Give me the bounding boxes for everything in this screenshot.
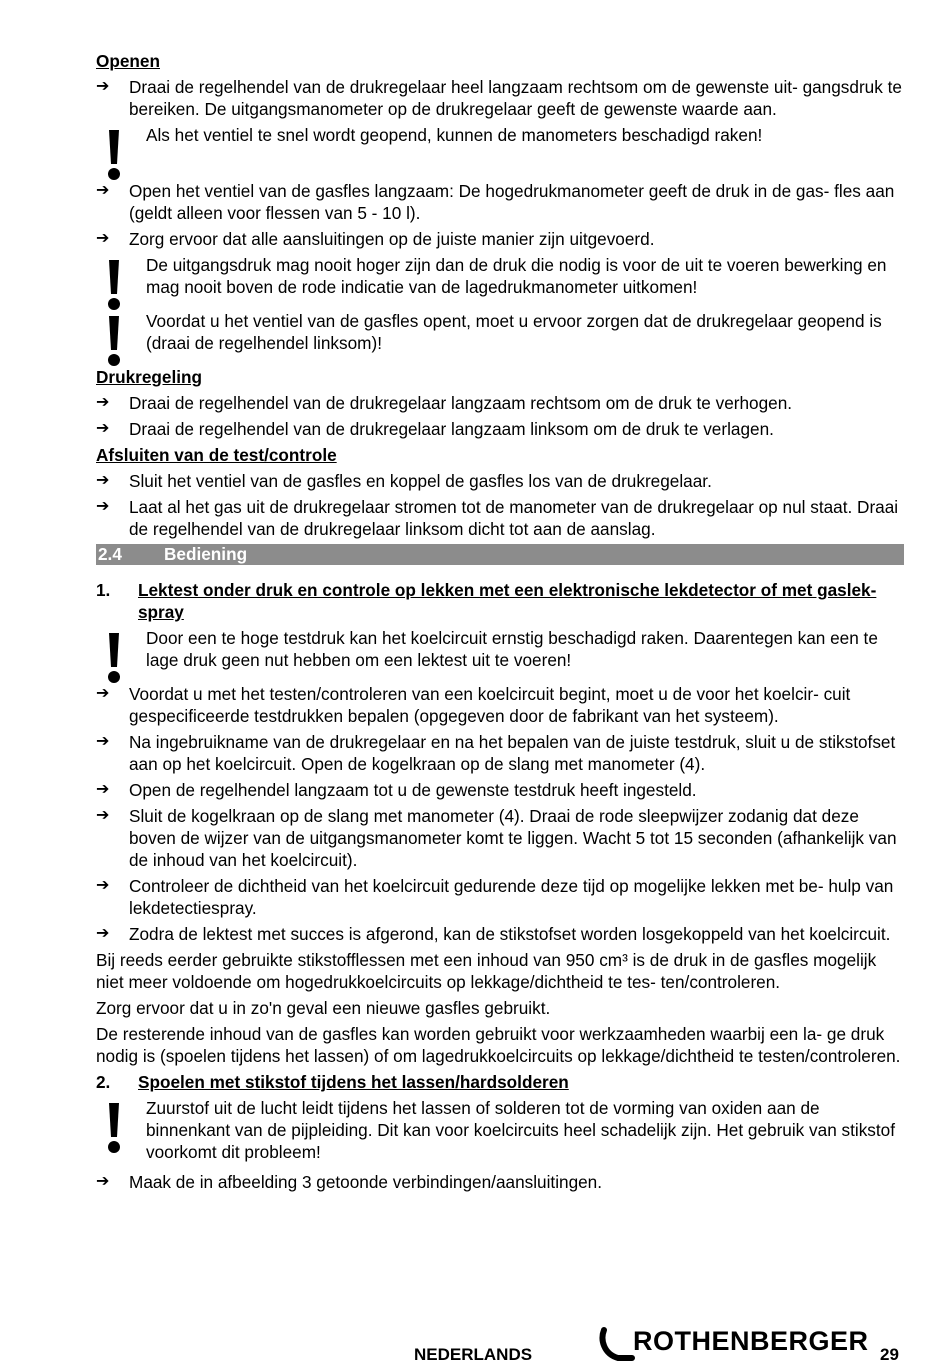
- arrow-icon: ➔: [96, 498, 110, 515]
- paragraph: De resterende inhoud van de gasfles kan worden gebruikt voor werkzaamheden waarbij een la- ge druk nodig is (spoelen tijdens het lassen) of om lagedrukkoelcircuits op lekkage/dichtheid te testen/controleren.: [96, 1024, 901, 1066]
- warning-block: Voordat u het ventiel van de gasfles opent, moet u ervoor zorgen dat de drukregelaar geopend is (draai de regelhendel linksom)!: [96, 310, 904, 358]
- section-title: Bediening: [164, 544, 248, 564]
- warning-block: Zuurstof uit de lucht leidt tijdens het lassen of solderen tot de vorming van oxiden aan de binnenkant van de pijpleiding. Dit kan voor koelcircuits heel schadelijk zijn. Het gebruik van stikstof voorkomt dit probleem!: [96, 1097, 904, 1163]
- arrow-icon: ➔: [96, 781, 110, 798]
- list-item: ➔ Zorg ervoor dat alle aansluitingen op de juiste manier zijn uitgevoerd.: [96, 229, 655, 249]
- list-item: ➔ Zodra de lektest met succes is afgerond, kan de stikstofset worden losgekoppeld van het koelcircuit.: [96, 924, 891, 944]
- exclamation-icon: [107, 316, 121, 366]
- arrow-icon: ➔: [96, 877, 110, 894]
- warning-block: Als het ventiel te snel wordt geopend, kunnen de manometers beschadigd raken!: [96, 124, 904, 172]
- document-page: [96, 50, 904, 1197]
- arrow-icon: ➔: [96, 182, 110, 199]
- list-item: ➔ Draai de regelhendel van de drukregelaar heel langzaam rechtsom om de gewenste uit- gangsdruk te bereiken. De uitgangsmanometer op de drukregelaar geeft de gewenste waarde aan.: [96, 77, 902, 119]
- list-item: ➔ Open de regelhendel langzaam tot u de gewenste testdruk heeft ingesteld.: [96, 780, 697, 800]
- list-item: ➔ Maak de in afbeelding 3 getoonde verbindingen/aansluitingen.: [96, 1172, 603, 1192]
- list-item: ➔ Na ingebruikname van de drukregelaar en na het bepalen van de juiste testdruk, sluit u de stikstofset aan op het koelcircuit. Open de kogelkraan op de slang met manometer (4).: [96, 732, 896, 774]
- exclamation-icon: [107, 130, 121, 180]
- arrow-icon: ➔: [96, 230, 110, 247]
- exclamation-icon: [107, 1103, 121, 1153]
- step-heading: 2. Spoelen met stikstof tijdens het lassen/hardsolderen: [96, 1072, 569, 1092]
- step-heading: 1. Lektest onder druk en controle op lekken met een elektronische lekdetector of met gaslek-spray: [96, 580, 877, 622]
- list-item: ➔ Voordat u met het testen/controleren van een koelcircuit begint, moet u de voor het koelcir- cuit gespecificeerde testdrukken bepalen (opgegeven door de fabrikant van het systeem).: [96, 684, 851, 726]
- arrow-icon: ➔: [96, 1173, 110, 1190]
- arrow-icon: ➔: [96, 394, 110, 411]
- logo-swoosh-icon: [598, 1326, 638, 1362]
- list-item: ➔ Draai de regelhendel van de drukregelaar langzaam rechtsom om de druk te verhogen.: [96, 393, 793, 413]
- footer-language: NEDERLANDS: [414, 1345, 533, 1364]
- arrow-icon: ➔: [96, 685, 110, 702]
- exclamation-icon: [107, 260, 121, 310]
- arrow-icon: ➔: [96, 78, 110, 95]
- section-number: 2.4: [98, 544, 122, 564]
- arrow-icon: ➔: [96, 807, 110, 824]
- page-number: 29: [880, 1345, 899, 1364]
- arrow-icon: ➔: [96, 420, 110, 437]
- list-item: ➔ Laat al het gas uit de drukregelaar stromen tot de manometer van de drukregelaar op nul staat. Draai de regelhendel van de drukregelaar linksom dicht tot aan de aanslag.: [96, 497, 899, 539]
- arrow-icon: ➔: [96, 472, 110, 489]
- list-item: ➔ Draai de regelhendel van de drukregelaar langzaam linksom om de druk te verlagen.: [96, 419, 774, 439]
- paragraph: Bij reeds eerder gebruikte stikstofflessen met een inhoud van 950 cm³ is de druk in de gasfles mogelijk niet meer voldoende om hogedrukkoelcircuits op lekkage/dichtheid te tes- ten/controleren.: [96, 950, 877, 992]
- heading-openen: Openen: [96, 51, 160, 71]
- arrow-icon: ➔: [96, 733, 110, 750]
- list-item: ➔ Sluit de kogelkraan op de slang met manometer (4). Draai de rode sleepwijzer zodanig dat deze boven de wijzer van de uitgangsmanometer komt te liggen. Wacht 5 tot 15 seconden (afhankelijk van de inhoud van het koelcircuit).: [96, 806, 897, 870]
- list-item: ➔ Controleer de dichtheid van het koelcircuit gedurende deze tijd op mogelijke lekken met be- hulp van lekdetectiespray.: [96, 876, 894, 918]
- list-item: ➔ Sluit het ventiel van de gasfles en koppel de gasfles los van de drukregelaar.: [96, 471, 712, 491]
- brand-name: ROTHENBERGER: [633, 1326, 869, 1356]
- brand-logo: [598, 1326, 869, 1362]
- arrow-icon: ➔: [96, 925, 110, 942]
- paragraph: Zorg ervoor dat u in zo'n geval een nieuwe gasfles gebruikt.: [96, 998, 551, 1018]
- heading-afsluiten: Afsluiten van de test/controle: [96, 445, 337, 465]
- heading-drukregeling: Drukregeling: [96, 367, 203, 387]
- warning-block: Door een te hoge testdruk kan het koelcircuit ernstig beschadigd raken. Daarentegen kan een te lage druk geen nut hebben om een lektest uit te voeren!: [96, 627, 904, 675]
- section-header: [96, 544, 904, 565]
- exclamation-icon: [107, 633, 121, 683]
- list-item: ➔ Open het ventiel van de gasfles langzaam: De hogedrukmanometer geeft de druk in de gas- fles aan (geldt alleen voor flessen van 5 - 10 l).: [96, 181, 895, 223]
- warning-block: De uitgangsdruk mag nooit hoger zijn dan de druk die nodig is voor de uit te voeren bewerking en mag nooit boven de rode indicatie van de lagedrukmanometer uitkomen!: [96, 254, 904, 302]
